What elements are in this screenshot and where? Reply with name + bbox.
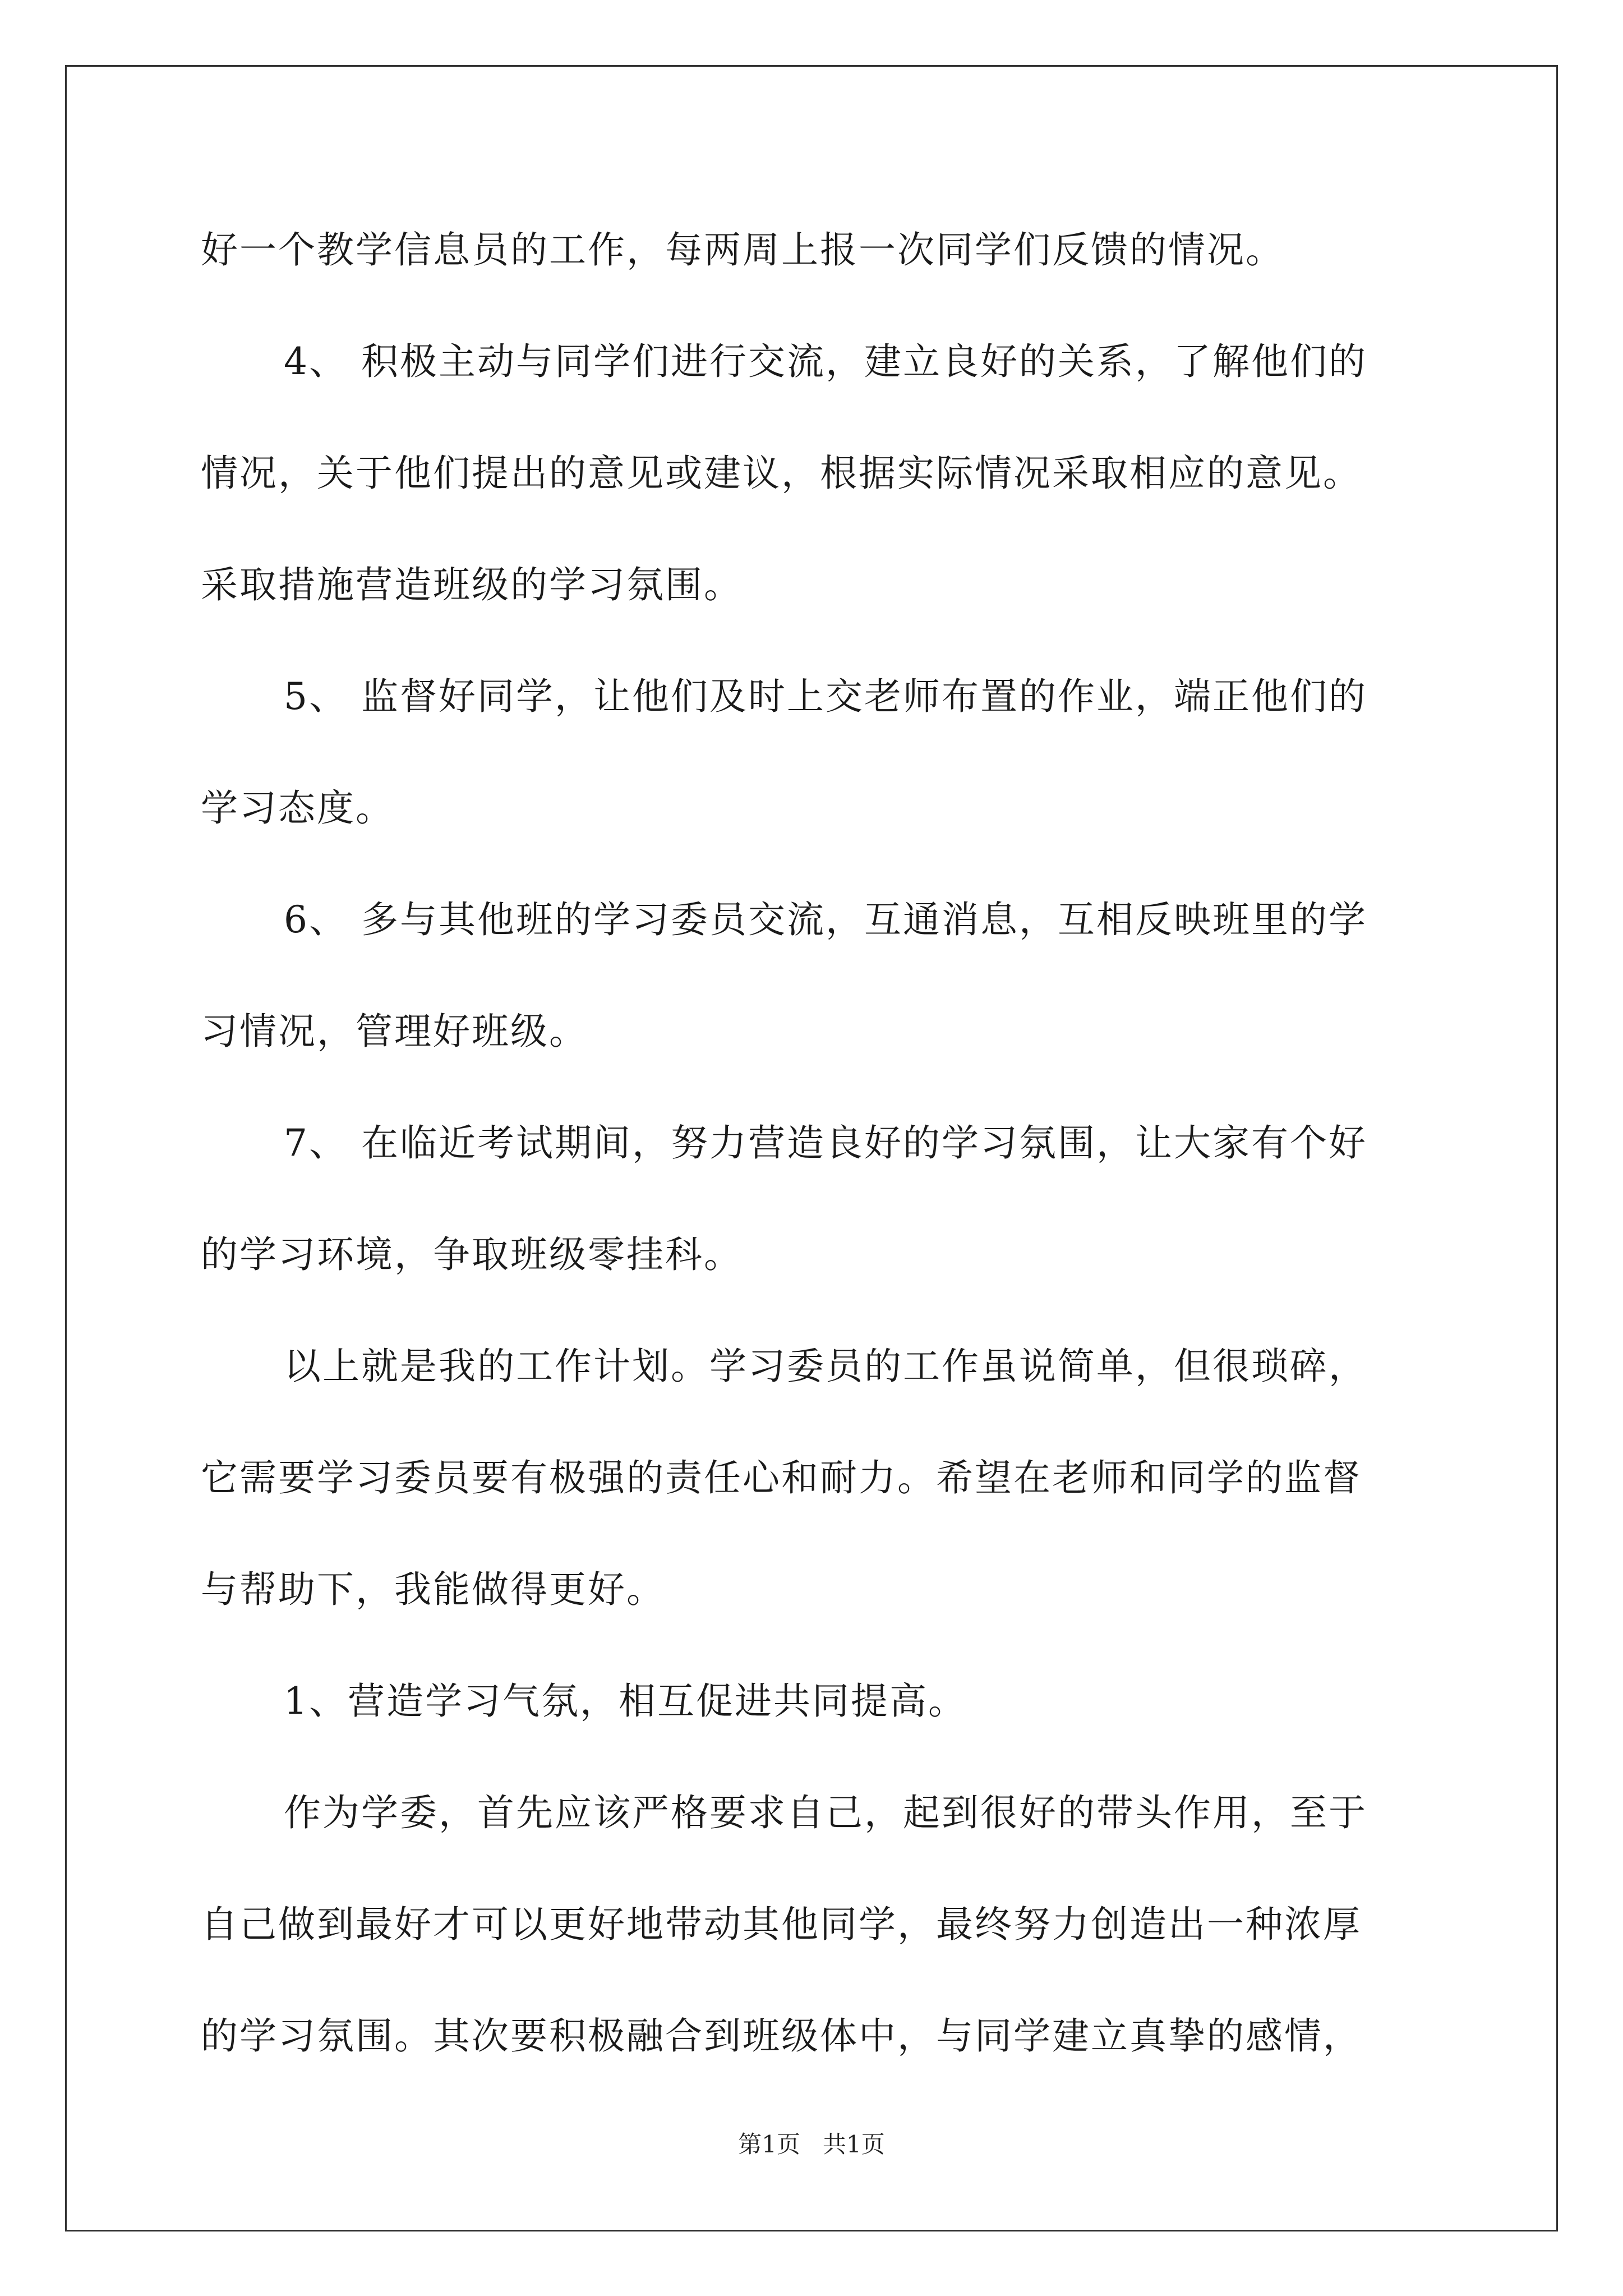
text-line-14: 1、营造学习气氛，相互促进共同提高。 bbox=[284, 1680, 967, 1723]
text-line-5: 5、 监督好同学，让他们及时上交老师布置的作业，端正他们的 bbox=[284, 675, 1367, 718]
text-line-8: 习情况，管理好班级。 bbox=[201, 1010, 588, 1053]
text-line-17: 的学习氛围。其次要积极融合到班级体中，与同学建立真挚的感情， bbox=[201, 2014, 1362, 2058]
text-line-2: 4、 积极主动与同学们进行交流，建立良好的关系，了解他们的 bbox=[284, 340, 1367, 383]
text-line-16: 自己做到最好才可以更好地带动其他同学，最终努力创造出一种浓厚 bbox=[201, 1903, 1362, 1946]
text-line-11: 以上就是我的工作计划。学习委员的工作虽说简单，但很琐碎， bbox=[284, 1345, 1367, 1388]
document-body bbox=[201, 224, 1429, 2122]
text-line-1: 好一个教学信息员的工作，每两周上报一次同学们反馈的情况。 bbox=[201, 228, 1284, 272]
text-line-15: 作为学委，首先应该严格要求自己，起到很好的带头作用，至于 bbox=[284, 1791, 1367, 1834]
page-footer: 第1页 共1页 bbox=[738, 2131, 885, 2158]
text-line-13: 与帮助下，我能做得更好。 bbox=[201, 1568, 665, 1611]
text-line-12: 它需要学习委员要有极强的责任心和耐力。希望在老师和同学的监督 bbox=[201, 1456, 1362, 1499]
text-line-10: 的学习环境，争取班级零挂科。 bbox=[201, 1233, 743, 1276]
text-line-6: 学习态度。 bbox=[201, 786, 394, 830]
text-line-9: 7、 在临近考试期间，努力营造良好的学习氛围，让大家有个好 bbox=[284, 1121, 1367, 1165]
text-line-7: 6、 多与其他班的学习委员交流，互通消息，互相反映班里的学 bbox=[284, 898, 1367, 941]
text-line-4: 采取措施营造班级的学习氛围。 bbox=[201, 563, 743, 606]
text-line-3: 情况，关于他们提出的意见或建议，根据实际情况采取相应的意见。 bbox=[201, 452, 1362, 495]
